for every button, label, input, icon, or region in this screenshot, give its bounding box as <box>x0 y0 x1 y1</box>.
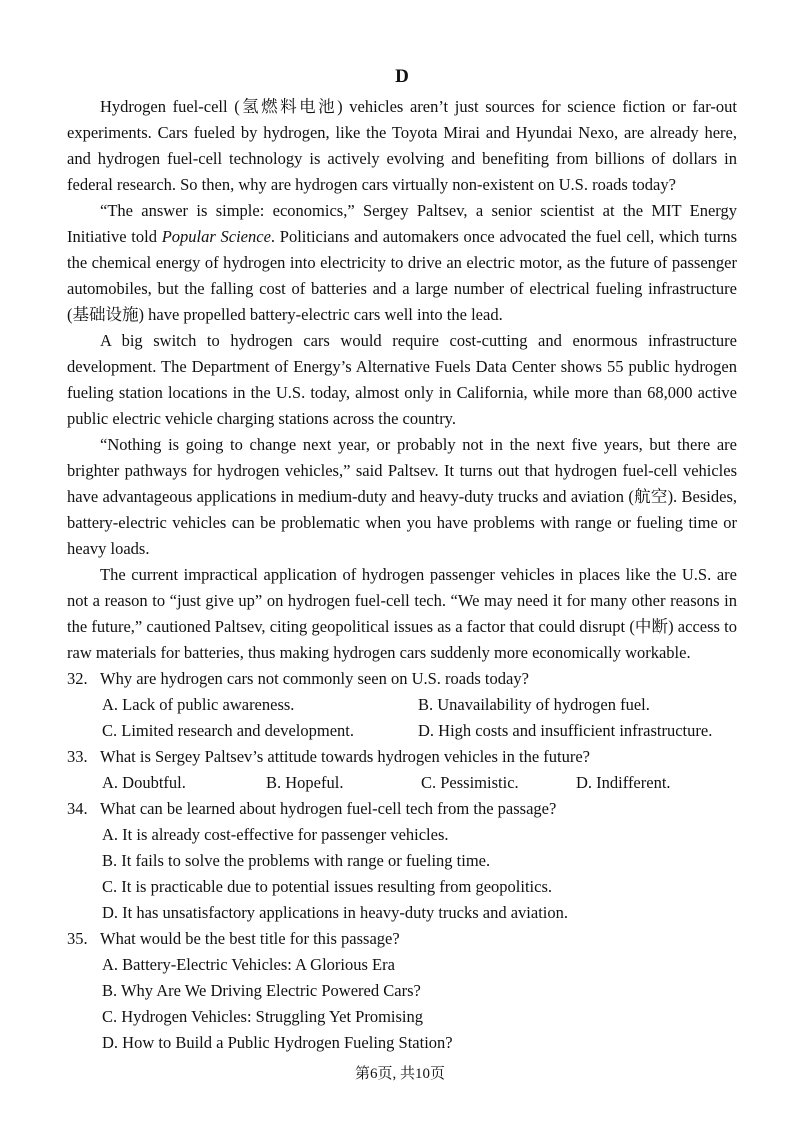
answer-option-32-A: A. Lack of public awareness. <box>102 695 295 714</box>
paragraph-text: “Nothing is going to change next year, or probably not in the next five years, but there are brighter pathways for hydrogen vehicles,” said Paltsev. It turns out that hydrogen fuel-cell vehicles have advantageous applications in medium-duty and heavy-duty trucks and aviation (航空). Besides, battery-electric vehicles can be problematic when you have problems with range or fueling time or heavy loads. <box>67 435 737 558</box>
answer-option-33-A: A. Doubtful. <box>102 773 186 792</box>
paragraph-text: . Politicians and automakers once advocated the fuel cell, which turns the chemical energy of hydrogen into electricity to drive an electric motor, as the future of passenger automobiles, but the falling cost of batteries and a large number of electrical fueling infrastructure (基础设施) have propelled battery-electric cars well into the lead. <box>67 227 737 324</box>
question-32-stem <box>67 666 737 692</box>
answer-option-34-A: A. It is already cost-effective for passenger vehicles. <box>102 825 449 844</box>
passage-paragraph-4 <box>67 432 737 562</box>
question-35-options <box>102 952 737 1056</box>
passage-paragraph-3 <box>67 328 737 432</box>
reading-passage <box>67 94 737 666</box>
section-label: D <box>395 66 409 87</box>
paragraph-text: The current impractical application of hydrogen passenger vehicles in places like the U.S. are not a reason to “just give up” on hydrogen fuel-cell tech. “We may need it for many other reasons in the future,” cautioned Paltsev, citing geopolitical issues as a factor that could disrupt (中断) access to raw materials for batteries, thus making hydrogen cars suddenly more economically workable. <box>67 565 737 662</box>
passage-paragraph-5 <box>67 562 737 666</box>
question-number: 35. <box>67 929 88 948</box>
passage-paragraph-2 <box>67 198 737 328</box>
answer-option-34-C: C. It is practicable due to potential issues resulting from geopolitics. <box>102 877 552 896</box>
paragraph-text: “The answer is simple: economics,” Sergey Paltsev, a senior scientist at the MIT Energy Initiative told <box>67 201 737 246</box>
answer-option-32-D: D. High costs and insufficient infrastructure. <box>418 721 713 740</box>
answer-option-35-C: C. Hydrogen Vehicles: Struggling Yet Promising <box>102 1007 424 1026</box>
question-33-options <box>102 770 737 796</box>
question-33-stem <box>67 744 737 770</box>
answer-option-32-B: B. Unavailability of hydrogen fuel. <box>418 695 650 714</box>
question-35 <box>67 926 737 1056</box>
answer-option-32-C: C. Limited research and development. <box>102 721 354 740</box>
question-33 <box>67 744 737 796</box>
question-number: 34. <box>67 799 88 818</box>
question-32-options <box>102 692 737 744</box>
paragraph-text: A big switch to hydrogen cars would require cost-cutting and enormous infrastructure development. The Department of Energy’s Alternative Fuels Data Center shows 55 public hydrogen fueling station locations in the U.S. today, almost only in California, while more than 68,000 active public electric vehicle charging stations across the country. <box>67 331 737 428</box>
answer-option-33-B: B. Hopeful. <box>266 773 344 792</box>
question-32 <box>67 666 737 744</box>
answer-option-34-D: D. It has unsatisfactory applications in heavy-duty trucks and aviation. <box>102 903 569 922</box>
question-34 <box>67 796 737 926</box>
question-text: What is Sergey Paltsev’s attitude towards hydrogen vehicles in the future? <box>100 747 590 766</box>
answer-option-35-D: D. How to Build a Public Hydrogen Fueling Station? <box>102 1033 453 1052</box>
answer-option-35-B: B. Why Are We Driving Electric Powered Cars? <box>102 981 421 1000</box>
question-35-stem <box>67 926 737 952</box>
page-number: 第6页, 共10页 <box>354 1066 445 1082</box>
question-number: 33. <box>67 747 88 766</box>
question-text: What can be learned about hydrogen fuel-cell tech from the passage? <box>100 799 557 818</box>
question-number: 32. <box>67 669 88 688</box>
question-text: Why are hydrogen cars not commonly seen on U.S. roads today? <box>100 669 529 688</box>
question-text: What would be the best title for this passage? <box>100 929 400 948</box>
question-34-stem <box>67 796 737 822</box>
question-section <box>67 666 737 1056</box>
paragraph-text: Hydrogen fuel-cell (氢燃料电池) vehicles aren’t just sources for science fiction or far-out experiments. Cars fueled by hydrogen, like the Toyota Mirai and Hyundai Nexo, are already here, and hydrogen fuel-cell technology is actively evolving and benefiting from billions of dollars in federal research. So then, why are hydrogen cars virtually non-existent on U.S. roads today? <box>67 97 737 194</box>
answer-option-34-B: B. It fails to solve the problems with range or fueling time. <box>102 851 491 870</box>
passage-paragraph-1 <box>67 94 737 198</box>
answer-option-33-D: D. Indifferent. <box>576 773 671 792</box>
question-34-options <box>102 822 737 926</box>
answer-option-33-C: C. Pessimistic. <box>421 773 519 792</box>
answer-option-35-A: A. Battery-Electric Vehicles: A Glorious Era <box>102 955 395 974</box>
magazine-title: Popular Science <box>161 227 271 246</box>
